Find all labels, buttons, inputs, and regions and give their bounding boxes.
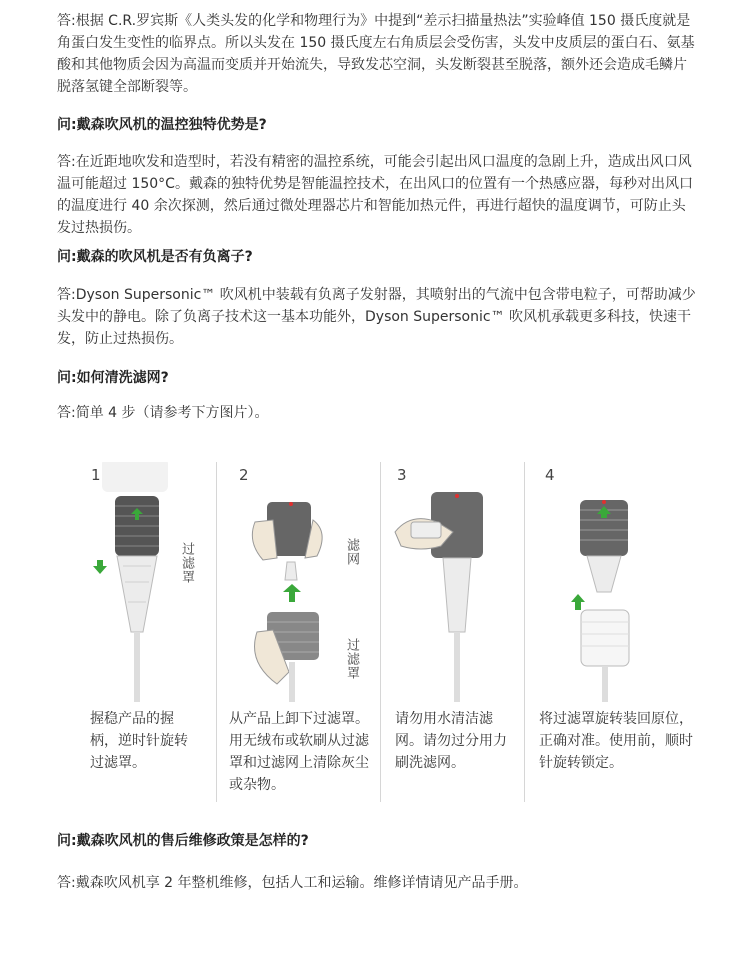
filter-cover-label: 过滤罩: [344, 638, 359, 680]
step-3-illustration: [381, 462, 524, 702]
step-number: 4: [545, 466, 555, 484]
step-number: 3: [397, 466, 407, 484]
step-3-caption: 请勿用水清洁滤网。请勿过分用力刷洗滤网。: [395, 711, 507, 771]
step-4-panel: [525, 462, 705, 802]
step-4-caption: 将过滤罩旋转装回原位，正确对准。使用前，顺时针旋转锁定。: [539, 711, 693, 771]
answer-clean-filter: 答:简单 4 步（请参考下方图片）。: [57, 405, 269, 421]
question-after-sales: 问:戴森吹风机的售后维修政策是怎样的?: [57, 833, 309, 849]
answer-temp-control: 答:在近距地吹发和造型时，若没有精密的温控系统，可能会引起出风口温度的急剧上升，造成出风口风温可能超过 150°C。戴森的独特优势是智能温控技术，在出风口的位置有一个热感应器，每秒对出风口的温度进行 40 余次探测，然后通过微处理器芯片和智能加热元件，再进行超快的温度调节，可防止头发过热损伤。: [57, 154, 693, 236]
step-1-caption: 握稳产品的握柄，逆时针旋转过滤罩。: [90, 711, 188, 771]
question-clean-filter: 问:如何清洗滤网?: [57, 370, 169, 386]
intro-answer: 答:根据 C.R.罗宾斯《人类头发的化学和物理行为》中提到“差示扫描量热法”实验峰值 150 摄氏度就是角蛋白发生变性的临界点。所以头发在 150 摄氏度左右角质层会受伤害，头发中皮质层的蛋白石、氨基酸和其他物质会因为高温而变质并开始流失，导致发芯空洞，头发断裂甚至脱落，额外还会造成毛鳞片脱落氢键全部断裂等。: [57, 13, 695, 95]
answer-negative-ions: 答:Dyson Supersonic™ 吹风机中装载有负离子发射器，其喷射出的气流中包含带电粒子，可帮助减少头发中的静电。除了负离子技术这一基本功能外，Dyson Supersonic™ 吹风机承载更多科技，快速干发，防止过热损伤。: [57, 287, 696, 347]
question-negative-ions: 问:戴森的吹风机是否有负离子?: [57, 249, 253, 265]
step-2-panel: [217, 462, 380, 802]
question-temp-control: 问:戴森吹风机的温控独特优势是?: [57, 117, 267, 133]
step-3-panel: [381, 462, 524, 802]
filter-mesh-label: 滤网: [344, 538, 359, 566]
step-1-panel: [57, 462, 216, 802]
answer-after-sales: 答:戴森吹风机享 2 年整机维修，包括人工和运输。维修详情请见产品手册。: [57, 875, 528, 891]
step-4-illustration: [525, 462, 705, 702]
step-number: 1: [91, 466, 101, 484]
filter-cover-label: 过滤罩: [179, 542, 194, 584]
step-2-caption: 从产品上卸下过滤罩。用无绒布或软刷从过滤罩和过滤网上清除灰尘或杂物。: [229, 711, 369, 793]
step-number: 2: [239, 466, 249, 484]
